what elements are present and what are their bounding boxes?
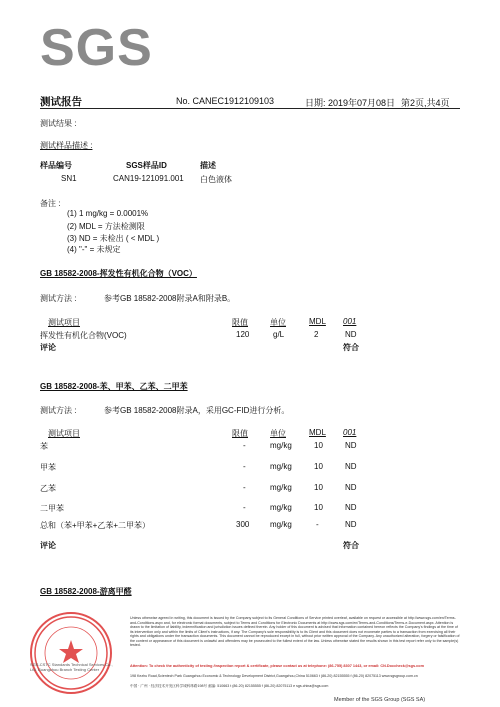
results-label: 测试结果 : bbox=[40, 119, 77, 128]
voc-header-limit: 限值 bbox=[232, 318, 248, 327]
table-row-cell: ND bbox=[345, 483, 357, 492]
table-row-cell: 10 bbox=[314, 483, 323, 492]
table-row-cell: 甲苯 bbox=[40, 463, 56, 472]
sample-no: SN1 bbox=[61, 174, 77, 183]
voc-header-mdl: MDL bbox=[309, 317, 326, 326]
sample-desc: 白色液体 bbox=[200, 175, 232, 184]
table-row-cell: - bbox=[243, 503, 246, 512]
note-item: (3) ND = 未检出 ( < MDL ) bbox=[67, 234, 160, 243]
btex-method: 参考GB 18582-2008附录A，采用GC-FID进行分析。 bbox=[104, 406, 290, 415]
table-row-cell: mg/kg bbox=[270, 441, 292, 450]
sample-id: CAN19-121091.001 bbox=[113, 174, 184, 183]
seal-graphic bbox=[32, 614, 110, 692]
table-row-cell: g/L bbox=[273, 330, 285, 339]
table-row-cell: 总和（苯+甲苯+乙苯+二甲苯） bbox=[40, 521, 151, 530]
table-row-cell: ND bbox=[345, 462, 357, 471]
section-formaldehyde-title: GB 18582-2008-游离甲醛 bbox=[40, 587, 132, 596]
note-item: (1) 1 mg/kg = 0.0001% bbox=[67, 209, 149, 218]
table-row-cell: ND bbox=[345, 330, 357, 339]
table-row-cell: - bbox=[316, 520, 319, 529]
table-row-cell: 挥发性有机化合物(VOC) bbox=[40, 331, 127, 340]
report-number: No. CANEC1912109103 bbox=[176, 96, 275, 106]
company-seal-stamp bbox=[30, 612, 112, 694]
note-item: (4) "-" = 未规定 bbox=[67, 245, 121, 254]
btex-header-unit: 单位 bbox=[270, 429, 286, 438]
disclaimer-text: Unless otherwise agreed in writing, this document is issued by the Company subject to its General Conditions of Service printed overleaf, available on request or accessible at http://www.sgs.com/en/Terms-and-Conditions.aspx and, for electronic format documents, subject to Terms and Conditions for Electronic Documents at http://www.sgs.com/en/Terms-and-Conditions/Terms-e-Document.aspx. Attention is drawn to the limitation of liability, indemnification and jurisdiction issues defined therein. Any holder of this document is advised that information contained hereon reflects the Company's findings at the time of its intervention only and within the limits of Client's instructions, if any. The Company's sole responsibility is to its Client and this document does not exonerate parties to a transaction from exercising all their rights and obligations under the transaction documents. This document cannot be reproduced except in full, without prior written approval of the Company. Any unauthorized alteration, forgery or falsification of the content or appearance of this document is unlawful and offenders may be prosecuted to the fullest extent of the law. Unless otherwise stated the results shown in this test report refer only to the sample(s) tested. bbox=[130, 616, 460, 647]
sample-description-label: 测试样品描述 : bbox=[40, 141, 93, 150]
table-row-cell: mg/kg bbox=[270, 462, 292, 471]
btex-header-item: 测试项目 bbox=[48, 429, 80, 438]
table-row-cell: 10 bbox=[314, 503, 323, 512]
table-row-cell: 300 bbox=[236, 520, 250, 529]
table-row-cell: mg/kg bbox=[270, 503, 292, 512]
member-text: Member of the SGS Group (SGS SA) bbox=[334, 697, 426, 703]
voc-method: 参考GB 18582-2008附录A和附录B。 bbox=[104, 294, 236, 303]
notes-label: 备注 : bbox=[40, 199, 61, 208]
page-number: 第2页,共4页 bbox=[401, 98, 450, 108]
table-row-cell: 10 bbox=[314, 441, 323, 450]
btex-comment-label: 评论 bbox=[40, 541, 56, 550]
voc-header-item: 测试项目 bbox=[48, 318, 80, 327]
table-row-cell: 二甲苯 bbox=[40, 504, 64, 513]
btex-header-limit: 限值 bbox=[232, 429, 248, 438]
table-row-cell: - bbox=[243, 483, 246, 492]
table-row-cell: - bbox=[243, 462, 246, 471]
sample-header-id: SGS样品ID bbox=[126, 161, 167, 170]
table-row-cell: ND bbox=[345, 520, 357, 529]
sgs-logo: SGS bbox=[40, 19, 153, 77]
report-date: 日期: 2019年07月08日 bbox=[305, 98, 396, 108]
sample-header-desc: 描述 bbox=[200, 161, 216, 170]
report-title: 测试报告 bbox=[40, 96, 82, 108]
section-btex-title: GB 18582-2008-苯、甲苯、乙苯、二甲苯 bbox=[40, 382, 188, 391]
header-divider bbox=[40, 108, 460, 109]
table-row-cell: ND bbox=[345, 503, 357, 512]
voc-method-label: 测试方法 : bbox=[40, 294, 77, 303]
table-row-cell: 120 bbox=[236, 330, 250, 339]
address-chinese: 中国 · 广州 · 经济技术开发区科学城科珠路198号 邮编: 510663 t (86-20) 82155555 f (86-20) 82075113 e sgs.china@sgs.com bbox=[130, 684, 329, 688]
note-item: (2) MDL = 方法检测限 bbox=[67, 222, 145, 231]
address-english: 198 Kezhu Road,Scientech Park Guangzhou Economic & Technology Development District,Guangzhou,China 510663 t (86-20) 82155555 f (86-20) 82075113 www.sgsgroup.com.cn bbox=[130, 674, 418, 678]
section-voc-title: GB 18582-2008-挥发性有机化合物（VOC） bbox=[40, 269, 197, 278]
voc-comment-value: 符合 bbox=[343, 343, 359, 352]
table-row-cell: mg/kg bbox=[270, 483, 292, 492]
table-row-cell: - bbox=[243, 441, 246, 450]
table-row-cell: 苯 bbox=[40, 442, 48, 451]
authenticity-notice: Attention: To check the authenticity of testing /inspection report & certificate, please contact us at telephone: (86-755) 8307 1443, or email: CN.Doccheck@sgs.com bbox=[130, 664, 424, 668]
btex-header-mdl: MDL bbox=[309, 428, 326, 437]
voc-header-unit: 单位 bbox=[270, 318, 286, 327]
voc-comment-label: 评论 bbox=[40, 343, 56, 352]
table-row-cell: 10 bbox=[314, 462, 323, 471]
btex-method-label: 测试方法 : bbox=[40, 406, 77, 415]
stamp-caption: SGS-CSTC Standards Technical Services Co., Ltd. Guangzhou Branch Testing Center bbox=[30, 662, 113, 672]
btex-comment-value: 符合 bbox=[343, 541, 359, 550]
table-row-cell: ND bbox=[345, 441, 357, 450]
voc-header-sample: 001 bbox=[343, 317, 357, 326]
btex-header-sample: 001 bbox=[343, 428, 357, 437]
table-row-cell: 2 bbox=[314, 330, 319, 339]
table-row-cell: mg/kg bbox=[270, 520, 292, 529]
sample-header-no: 样品编号 bbox=[40, 161, 72, 170]
table-row-cell: 乙苯 bbox=[40, 484, 56, 493]
